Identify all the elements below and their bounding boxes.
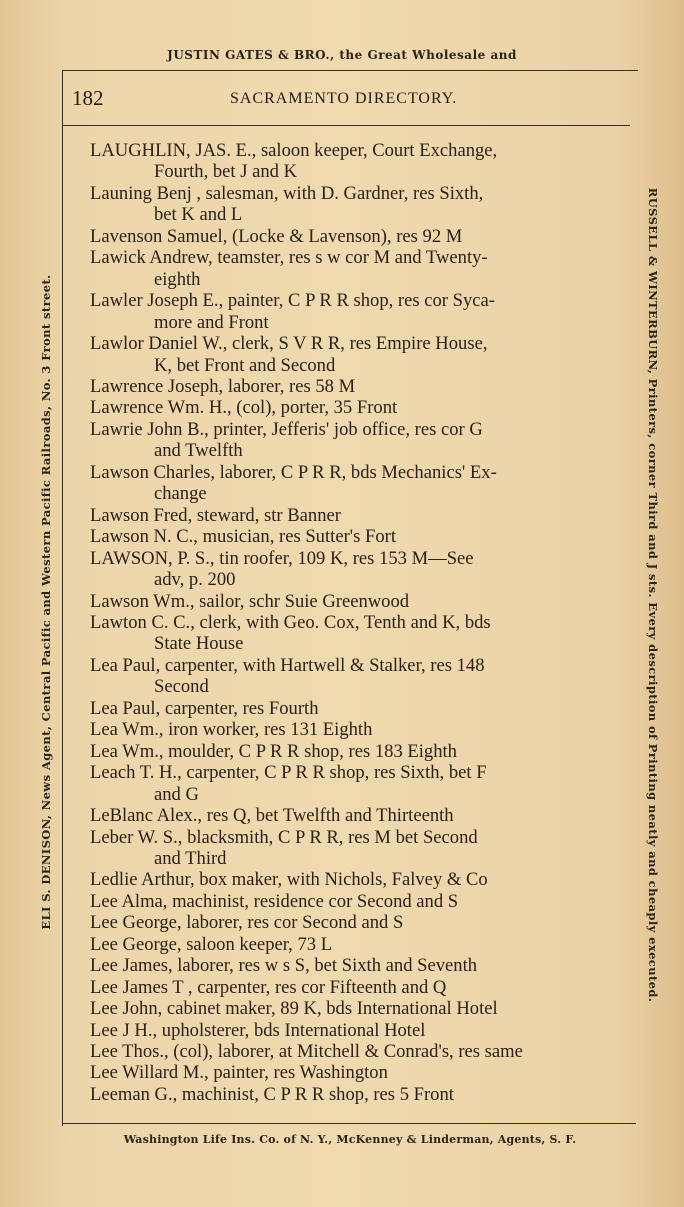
- directory-entry: [90, 1020, 612, 1041]
- right-margin-advertisement: RUSSELL & WINTERBURN, Printers, corner Third and J sts. Every description of Printing neatly and cheaply executed.: [646, 187, 660, 1003]
- directory-entry: [90, 505, 612, 526]
- entry-continuation: Second: [154, 676, 209, 698]
- entry-continuation: and G: [154, 783, 199, 805]
- entry-line: LAUGHLIN, JAS. E., saloon keeper, Court Exchange,: [90, 140, 498, 161]
- entry-line: Lawson Fred, steward, str Banner: [90, 504, 341, 526]
- directory-entry: [90, 526, 612, 547]
- directory-entry: [90, 290, 612, 333]
- directory-entry: [90, 998, 612, 1019]
- entry-line: Lavenson Samuel, (Locke & Lavenson), res 92 M: [90, 225, 463, 247]
- directory-entry: [90, 762, 612, 805]
- entry-continuation: adv, p. 200: [154, 569, 236, 591]
- entry-continuation: change: [154, 483, 207, 505]
- entry-continuation: K, bet Front and Second: [154, 354, 336, 376]
- directory-entry: [90, 247, 612, 290]
- entry-line: Lawlor Daniel W., clerk, S V R R, res Empire House,: [90, 333, 488, 355]
- entry-continuation: and Third: [154, 847, 227, 869]
- entry-continuation: Fourth, bet J and K: [154, 161, 298, 183]
- directory-entry: [90, 1084, 612, 1105]
- entry-line: Leach T. H., carpenter, C P R R shop, res Sixth, bet F: [90, 762, 487, 784]
- entry-continuation: State House: [154, 633, 244, 655]
- directory-entry: [90, 805, 612, 826]
- entry-continuation: bet K and L: [154, 204, 243, 226]
- left-margin-advertisement: ELI S. DENISON, News Agent, Central Pacific and Western Pacific Railroads, No. 3 Front street.: [39, 274, 53, 930]
- page-number: 182: [72, 86, 104, 110]
- frame-bottom-rule: [62, 1123, 636, 1124]
- entry-line: Lea Paul, carpenter, res Fourth: [90, 697, 319, 719]
- directory-entry: [90, 869, 612, 890]
- directory-entry: [90, 591, 612, 612]
- directory-entry: [90, 741, 612, 762]
- directory-entry: [90, 397, 612, 418]
- entry-line: Leeman G., machinist, C P R R shop, res 5 Front: [90, 1083, 454, 1105]
- entry-line: Lee James T , carpenter, res cor Fifteenth and Q: [90, 976, 447, 998]
- directory-entry: [90, 719, 612, 740]
- entry-line: Ledlie Arthur, box maker, with Nichols, Falvey & Co: [90, 869, 488, 891]
- directory-entry: [90, 419, 612, 462]
- entry-line: Lawrence Joseph, laborer, res 58 M: [90, 375, 356, 397]
- entry-line: Lee J H., upholsterer, bds International Hotel: [90, 1019, 426, 1041]
- entry-continuation: eighth: [154, 268, 201, 290]
- directory-entry: [90, 376, 612, 397]
- directory-entry: [90, 140, 612, 183]
- entry-line: Lee John, cabinet maker, 89 K, bds International Hotel: [90, 998, 498, 1020]
- entry-line: Lea Paul, carpenter, with Hartwell & Stalker, res 148: [90, 654, 485, 676]
- entry-line: Lee Willard M., painter, res Washington: [90, 1062, 388, 1084]
- entry-line: Lawrie John B., printer, Jefferis' job office, res cor G: [90, 418, 483, 440]
- entry-line: Leber W. S., blacksmith, C P R R, res M bet Second: [90, 826, 478, 848]
- directory-entry: [90, 698, 612, 719]
- entry-line: Lawick Andrew, teamster, res s w cor M and Twenty-: [90, 247, 488, 269]
- directory-entry: [90, 548, 612, 591]
- directory-entry: [90, 912, 612, 933]
- entry-line: Lee James, laborer, res w s S, bet Sixth and Seventh: [90, 955, 478, 977]
- footer-advertisement: Washington Life Ins. Co. of N. Y., McKenney & Linderman, Agents, S. F.: [123, 1133, 577, 1146]
- entry-line: Lea Wm., iron worker, res 131 Eighth: [90, 719, 373, 741]
- directory-entry: [90, 934, 612, 955]
- frame-left-rule: [62, 70, 63, 1126]
- header-advertisement: JUSTIN GATES & BRO., the Great Wholesale and: [167, 48, 517, 62]
- entry-line: Lee George, laborer, res cor Second and S: [90, 912, 404, 934]
- directory-entry: [90, 955, 612, 976]
- directory-entry: [90, 977, 612, 998]
- entry-line: Lawton C. C., clerk, with Geo. Cox, Tenth and K, bds: [90, 611, 491, 633]
- directory-entry: [90, 655, 612, 698]
- entry-line: Lawson N. C., musician, res Sutter's Fort: [90, 526, 396, 548]
- entry-continuation: more and Front: [154, 311, 269, 333]
- entry-line: LeBlanc Alex., res Q, bet Twelfth and Thirteenth: [90, 805, 454, 827]
- directory-entry: [90, 891, 612, 912]
- directory-entry: [90, 226, 612, 247]
- directory-entry: [90, 1062, 612, 1083]
- directory-entry: [90, 1041, 612, 1062]
- directory-entry: [90, 333, 612, 376]
- running-head: SACRAMENTO DIRECTORY.: [230, 90, 458, 107]
- entry-line: Lea Wm., moulder, C P R R shop, res 183 Eighth: [90, 740, 457, 762]
- directory-entries: [90, 140, 612, 1105]
- entry-line: Lee George, saloon keeper, 73 L: [90, 933, 333, 955]
- entry-line: Lawrence Wm. H., (col), porter, 35 Front: [90, 397, 398, 419]
- entry-line: Lee Thos., (col), laborer, at Mitchell & Conrad's, res same: [90, 1041, 523, 1063]
- entry-line: Launing Benj , salesman, with D. Gardner, res Sixth,: [90, 182, 484, 204]
- directory-entry: [90, 183, 612, 226]
- directory-entry: [90, 462, 612, 505]
- heading-rule: [62, 125, 630, 126]
- entry-line: Lawson Charles, laborer, C P R R, bds Mechanics' Ex-: [90, 461, 497, 483]
- frame-top-rule: [62, 70, 638, 71]
- entry-line: Lawler Joseph E., painter, C P R R shop, res cor Syca-: [90, 290, 495, 312]
- entry-line: Lawson Wm., sailor, schr Suie Greenwood: [90, 590, 410, 612]
- entry-continuation: and Twelfth: [154, 440, 243, 462]
- entry-line: Lee Alma, machinist, residence cor Second and S: [90, 890, 459, 912]
- directory-entry: [90, 612, 612, 655]
- directory-entry: [90, 827, 612, 870]
- entry-line: LAWSON, P. S., tin roofer, 109 K, res 153 M—See: [90, 547, 474, 569]
